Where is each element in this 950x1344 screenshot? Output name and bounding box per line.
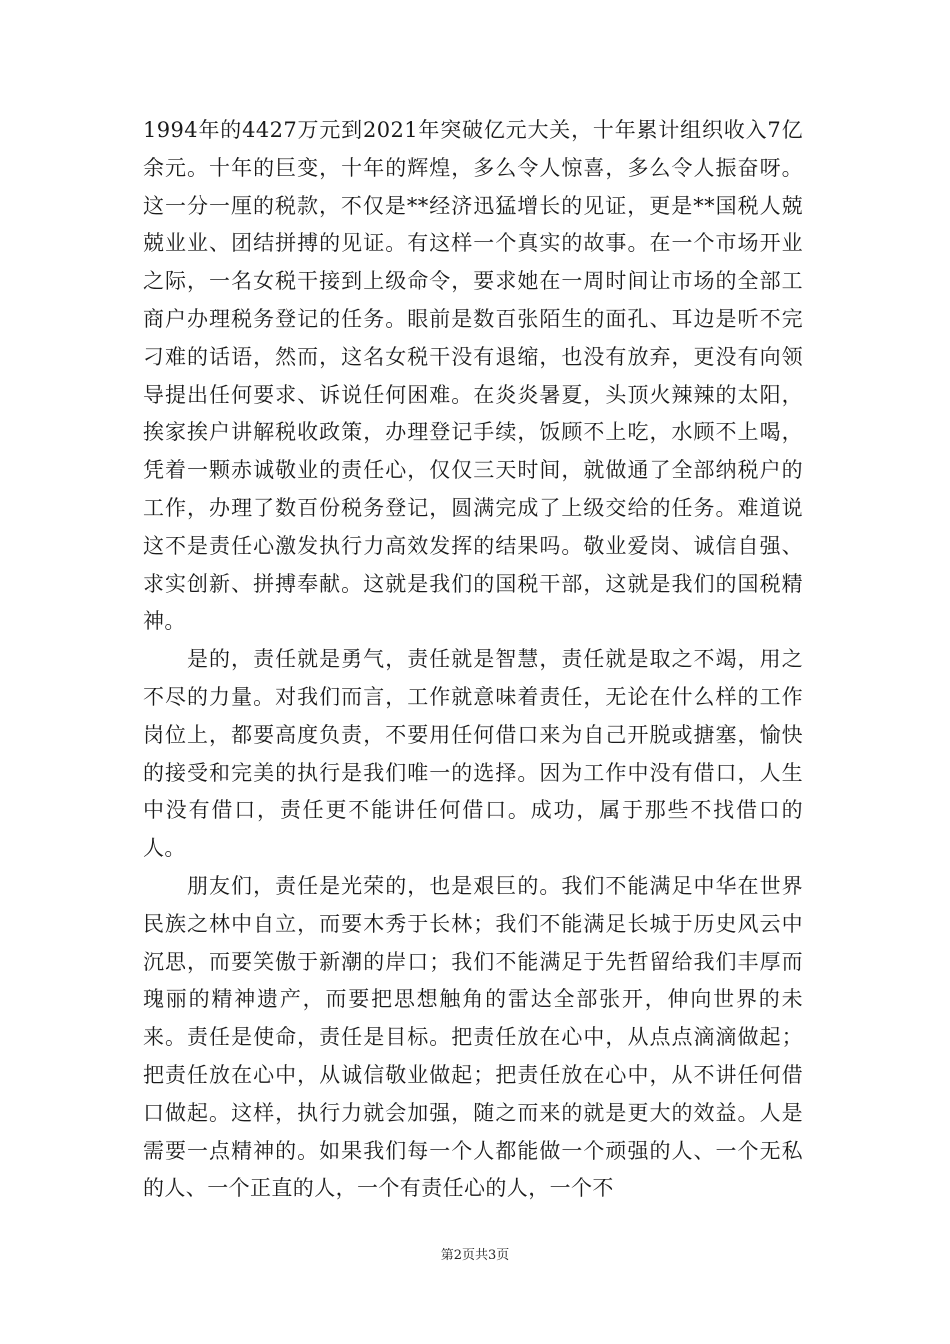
- paragraph-3: 朋友们，责任是光荣的，也是艰巨的。我们不能满足中华在世界民族之林中自立，而要木秀于长林；我们不能满足长城于历史风云中沉思，而要笑傲于新潮的岸口；我们不能满足于先哲留给我们丰厚而瑰丽的精神遗产，而要把思想触角的雷达全部张开，伸向世界的未来。责任是使命，责任是目标。把责任放在心中，从点点滴滴做起；把责任放在心中，从诚信敬业做起；把责任放在心中，从不讲任何借口做起。这样，执行力就会加强，随之而来的就是更大的效益。人是需要一点精神的。如果我们每一个人都能做一个顽强的人、一个无私的人、一个正直的人，一个有责任心的人，一个不: [143, 873, 803, 1201]
- page-number: 第2页共3页: [440, 1248, 510, 1263]
- body-text: [143, 112, 803, 1208]
- paragraph-1: 1994年的4427万元到2021年突破亿元大关，十年累计组织收入7亿余元。十年的巨变，十年的辉煌，多么令人惊喜，多么令人振奋呀。这一分一厘的税款，不仅是**经济迅猛增长的见证，更是**国税人兢兢业业、团结拼搏的见证。有这样一个真实的故事。在一个市场开业之际，一名女税干接到上级命令，要求她在一周时间让市场的全部工商户办理税务登记的任务。眼前是数百张陌生的面孔、耳边是听不完刁难的话语，然而，这名女税干没有退缩，也没有放弃，更没有向领导提出任何要求、诉说任何困难。在炎炎暑夏，头顶火辣辣的太阳，挨家挨户讲解税收政策，办理登记手续，饭顾不上吃，水顾不上喝，凭着一颗赤诚敬业的责任心，仅仅三天时间，就做通了全部纳税户的工作，办理了数百份税务登记，圆满完成了上级交给的任务。难道说这不是责任心激发执行力高效发挥的结果吗。敬业爱岗、诚信自强、求实创新、拼搏奉献。这就是我们的国税干部，这就是我们的国税精神。: [143, 118, 803, 634]
- page-footer: [0, 1244, 950, 1263]
- paragraph-2: 是的，责任就是勇气，责任就是智慧，责任就是取之不竭，用之不尽的力量。对我们而言，工作就意味着责任，无论在什么样的工作岗位上，都要高度负责，不要用任何借口来为自己开脱或搪塞，愉快的接受和完美的执行是我们唯一的选择。因为工作中没有借口，人生中没有借口，责任更不能讲任何借口。成功，属于那些不找借口的人。: [143, 647, 803, 861]
